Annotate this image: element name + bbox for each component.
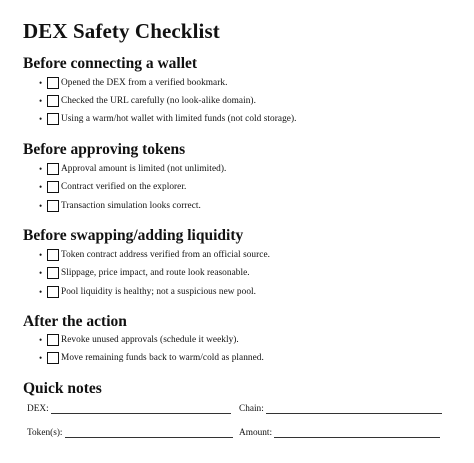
dex-field[interactable] — [27, 403, 231, 415]
chain-field-label: Chain: — [239, 404, 264, 414]
section-heading-before-connecting: Before connecting a wallet — [23, 55, 198, 72]
checklist-item-label: Using a warm/hot wallet with limited funds (not cold storage). — [61, 114, 297, 124]
checklist-item-label: Approval amount is limited (not unlimited). — [61, 164, 227, 174]
checklist-item-label: Revoke unused approvals (schedule it weekly). — [61, 335, 239, 345]
checklist-item — [39, 285, 256, 299]
checklist-item — [39, 76, 227, 90]
bullet-icon: • — [39, 353, 43, 363]
section-heading-before-approving: Before approving tokens — [23, 141, 186, 158]
section-heading-before-swapping: Before swapping/adding liquidity — [23, 227, 244, 244]
checkbox[interactable] — [47, 200, 59, 212]
amount-field[interactable] — [239, 427, 440, 439]
amount-field-line[interactable] — [274, 436, 440, 438]
checkbox[interactable] — [47, 267, 59, 279]
checklist-item-label: Transaction simulation looks correct. — [61, 201, 201, 211]
tokens-field[interactable] — [27, 427, 233, 439]
bullet-icon: • — [39, 250, 43, 260]
checklist-item — [39, 248, 270, 262]
bullet-icon: • — [39, 96, 43, 106]
bullet-icon: • — [39, 268, 43, 278]
checkbox[interactable] — [47, 181, 59, 193]
amount-field-label: Amount: — [239, 428, 273, 438]
checklist-item — [39, 112, 296, 126]
checklist-item — [39, 266, 250, 280]
bullet-icon: • — [39, 287, 43, 297]
checklist-item — [39, 162, 226, 176]
checklist-item-label: Pool liquidity is healthy; not a suspicious new pool. — [61, 287, 257, 297]
bullet-icon: • — [39, 335, 43, 345]
checkbox[interactable] — [47, 77, 59, 89]
checklist-item — [39, 333, 239, 347]
bullet-icon: • — [39, 114, 43, 124]
page-title: DEX Safety Checklist — [23, 19, 220, 43]
chain-field[interactable] — [239, 403, 442, 415]
checklist-item — [39, 199, 201, 213]
checklist-item-label: Token contract address verified from an official source. — [61, 250, 271, 260]
bullet-icon: • — [39, 182, 43, 192]
checklist-item-label: Opened the DEX from a verified bookmark. — [61, 78, 228, 88]
bullet-icon: • — [39, 164, 43, 174]
checklist-item-label: Contract verified on the explorer. — [61, 182, 187, 192]
dex-field-label: DEX: — [27, 404, 49, 414]
bullet-icon: • — [39, 201, 43, 211]
checklist-item-label: Checked the URL carefully (no look-alike domain). — [61, 96, 256, 106]
checkbox[interactable] — [47, 113, 59, 125]
checklist-item — [39, 180, 186, 194]
chain-field-line[interactable] — [266, 412, 442, 414]
checkbox[interactable] — [47, 163, 59, 175]
checklist-item — [39, 351, 264, 365]
checkbox[interactable] — [47, 352, 59, 364]
checklist-item — [39, 94, 256, 108]
checklist-item-label: Slippage, price impact, and route look reasonable. — [61, 268, 250, 278]
section-heading-after-action: After the action — [23, 313, 127, 330]
tokens-field-label: Token(s): — [27, 428, 63, 438]
dex-field-line[interactable] — [51, 412, 231, 414]
section-heading-quick-notes: Quick notes — [23, 380, 102, 397]
checklist-item-label: Move remaining funds back to warm/cold as planned. — [61, 353, 264, 363]
bullet-icon: • — [39, 78, 43, 88]
checkbox[interactable] — [47, 286, 59, 298]
tokens-field-line[interactable] — [65, 436, 233, 438]
checkbox[interactable] — [47, 334, 59, 346]
checkbox[interactable] — [47, 249, 59, 261]
checkbox[interactable] — [47, 95, 59, 107]
